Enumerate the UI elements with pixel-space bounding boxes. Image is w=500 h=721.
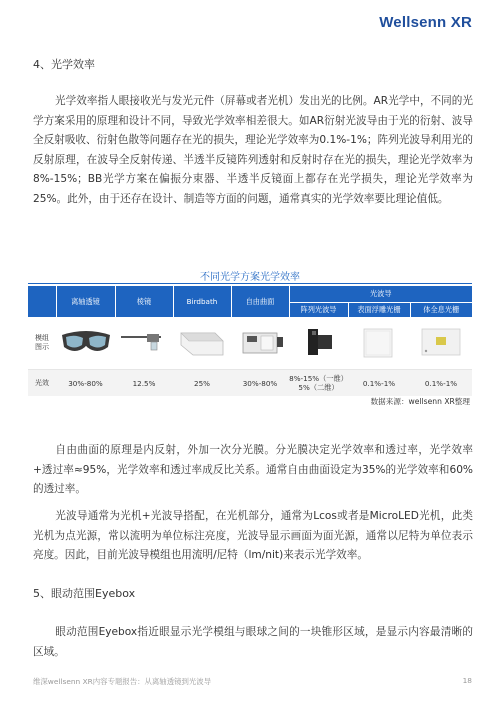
srg-waveguide-image [348, 317, 410, 370]
header-blank [28, 286, 56, 317]
vhg-waveguide-image [410, 317, 472, 370]
header-prism: 棱镜 [115, 286, 173, 317]
section-4-heading: 4、光学效率 [33, 58, 95, 71]
table-row-efficiency [28, 370, 472, 397]
image-row-label: 模组 图示 [28, 317, 56, 370]
optics-efficiency-table [28, 286, 472, 396]
section-5-paragraph: 眼动范围Eyebox指近眼显示光学模组与眼球之间的一块锥形区域，是显示内容最清晰的区域。 [33, 626, 473, 658]
header-srg: 表面浮雕光栅 [348, 303, 410, 318]
page-number: 18 [462, 676, 472, 685]
efficiency-row-label: 光效 [28, 370, 56, 397]
section-5-heading: 5、眼动范围Eyebox [33, 587, 136, 600]
footer-text: 维深wellsenn XR内容专题报告：从离轴透镜到光波导 [33, 677, 212, 686]
efficiency-freeform: 30%-80% [231, 370, 289, 397]
efficiency-offaxis: 30%-80% [56, 370, 115, 397]
efficiency-array-waveguide: 8%-15%（一维） 5%（二维） [289, 370, 348, 397]
offaxis-module-image [56, 317, 115, 370]
header-vhg: 体全息光栅 [410, 303, 472, 318]
table-title-rule [28, 283, 472, 284]
prism-module-image [115, 317, 173, 370]
header-waveguide-group: 光波导 [289, 286, 472, 303]
efficiency-srg: 0.1%-1% [348, 370, 410, 397]
array-waveguide-image [289, 317, 348, 370]
header-birdbath: Birdbath [173, 286, 231, 317]
freeform-module-image [231, 317, 289, 370]
table-title: 不同光学方案光学效率 [200, 272, 300, 283]
birdbath-module-image [173, 317, 231, 370]
header-offaxis: 离轴透镜 [56, 286, 115, 317]
efficiency-birdbath: 25% [173, 370, 231, 397]
section-4-paragraph: 光学效率指人眼接收光与发光元件（屏幕或者光机）发出光的比例。AR光学中，不同的光学方案采用的原理和设计不同，导致光学效率相差很大。如AR衍射光波导由于光的衍射、波导全反射吸收、衍射色散等问题存在光的损失，理论光学效率为0.1%-1%；阵列光波导利用光的反射原理，在波导全反射传递、半透半反镜阵列透射和反射时存在光的损失，理论光学效率为8%-15%；BB光学方案在偏振分束器、半透半反镜面上都存在光学损失，理论光学效率为25%。此外，由于还存在设计、制造等方面的问题，通常真实的光学效率要比理论值低。 [33, 95, 473, 205]
waveguide-paragraph: 光波导通常为光机+光波导搭配，在光机部分，通常为Lcos或者是MicroLED光机，此类光机为点光源，常以流明为单位标注亮度，光波导显示画面为面光源，通常以尼特为单位表示亮度。因此，目前光波导模组也用流明/尼特（lm/nit)来表示光学效率。 [33, 510, 473, 561]
freeform-paragraph: 自由曲面的原理是内反射，外加一次分光膜。分光膜决定光学效率和透过率，光学效率+透过率≈95%，光学效率和透过率成反比关系。通常自由曲面设定为35%的光学效率和60%的透过率。 [33, 444, 473, 495]
table-row-images [28, 317, 472, 370]
table-source: 数据来源：wellsenn XR整理 [370, 397, 470, 406]
efficiency-prism: 12.5% [115, 370, 173, 397]
efficiency-vhg: 0.1%-1% [410, 370, 472, 397]
header-freeform: 自由曲面 [231, 286, 289, 317]
header-array-waveguide: 阵列光波导 [289, 303, 348, 318]
brand-logo: Wellsenn XR [379, 14, 472, 31]
